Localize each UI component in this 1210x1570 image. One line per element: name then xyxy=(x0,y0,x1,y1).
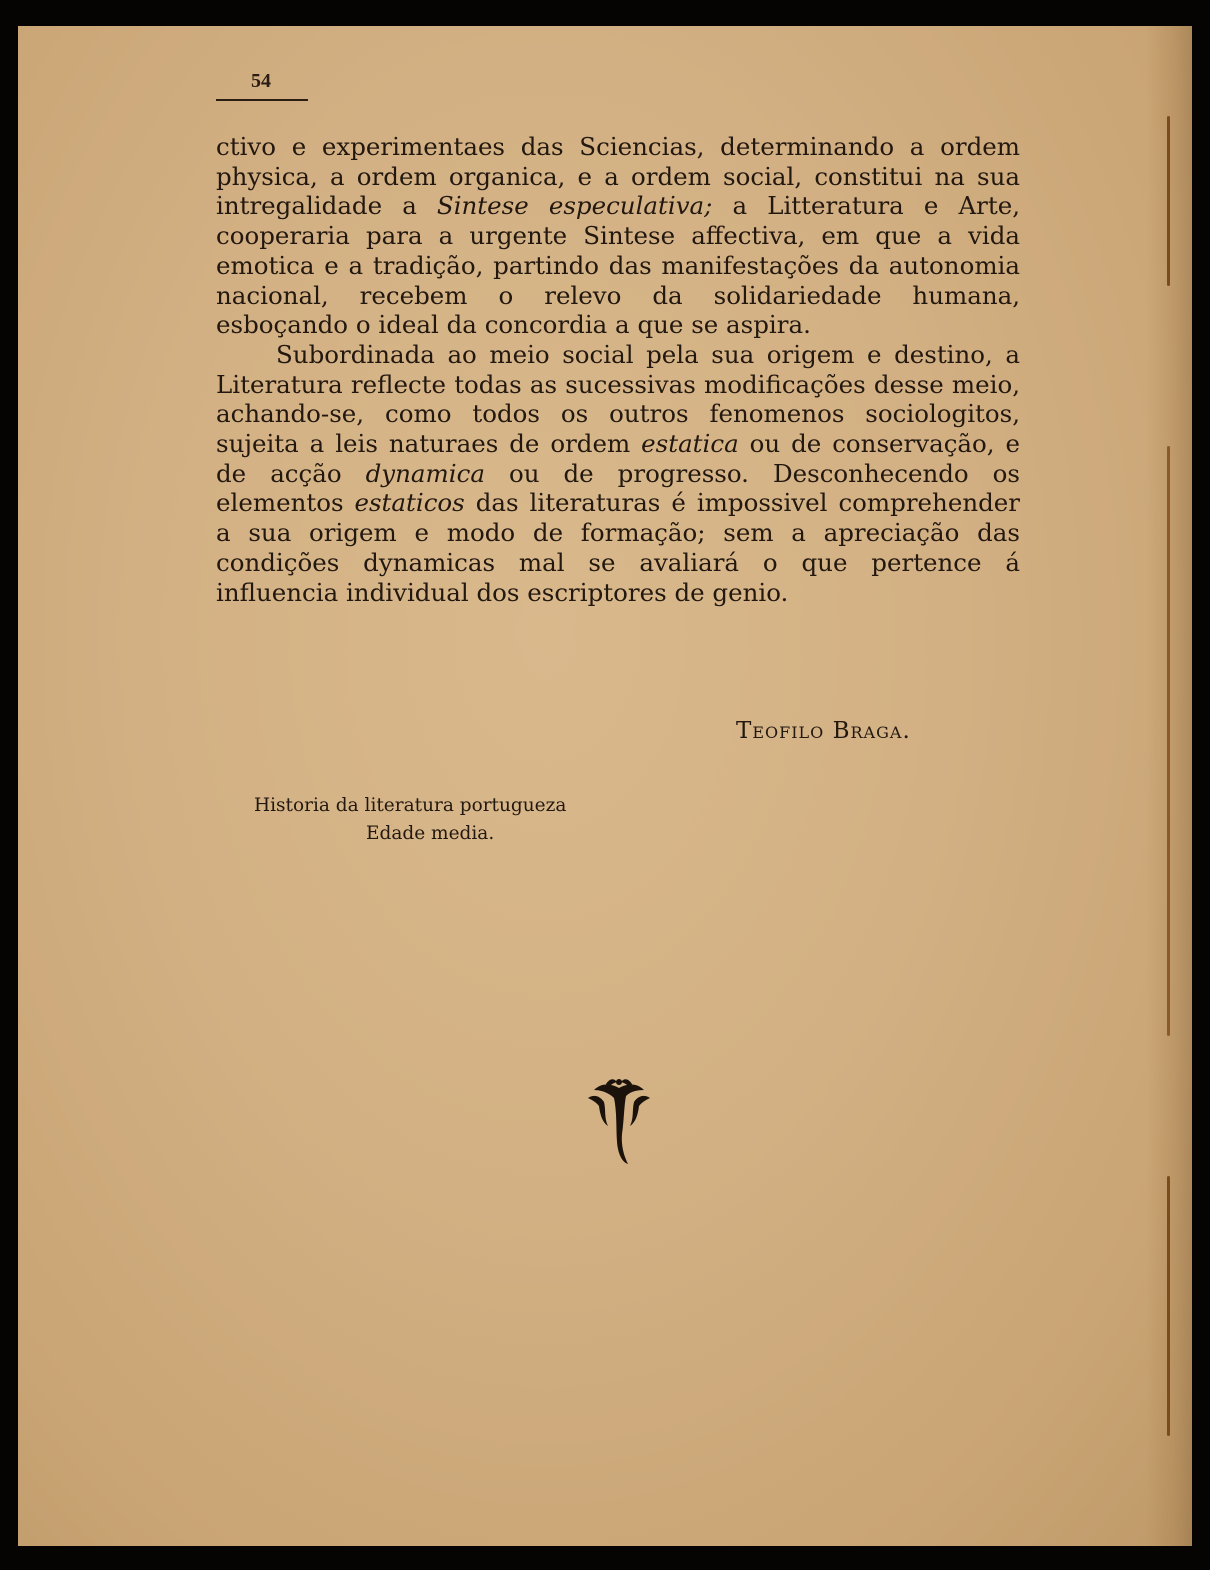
paragraph-2-text: ou de conservação, e de acção xyxy=(216,429,1020,488)
source-title: Historia da literatura portugueza xyxy=(254,795,567,816)
paragraph-2-italic: estatica xyxy=(641,429,739,459)
page-edge-mark xyxy=(1167,116,1170,286)
page-edge-mark xyxy=(1167,1176,1170,1436)
paragraph-1 xyxy=(216,132,1020,340)
paragraph-1-italic: Sintese especulativa; xyxy=(436,191,713,221)
body-text xyxy=(216,132,1020,607)
paragraph-2-italic: dynamica xyxy=(365,458,485,488)
page-number: 54 xyxy=(251,70,271,92)
paragraph-2-text: das literaturas é impossivel comprehender a sua origem e modo de formação; sem a apreciação das condições dynamicas mal se avaliará o que pertence á influencia individual dos escriptores de genio. xyxy=(216,488,1020,607)
paragraph-2-text: Subordinada ao meio social pela sua origem e destino, a Literatura reflecte todas as sucessivas modificações desse meio, achando-se, como todos os outros fenomenos sociologitos, sujeita a leis naturaes de ordem xyxy=(216,339,1020,459)
author-signature: Teofilo Braga. xyxy=(736,718,911,744)
paragraph-2-italic: estaticos xyxy=(354,488,465,518)
page-edge-mark xyxy=(1167,446,1170,1036)
paragraph-2 xyxy=(216,340,1020,607)
page-number-rule xyxy=(216,99,308,101)
source-subtitle: Edade media. xyxy=(366,823,495,844)
paragraph-1-text: ctivo e experimentaes das Sciencias, determinando a ordem physica, a ordem organica, e a ordem social, constitui na sua intregalidade a xyxy=(216,132,1020,221)
printers-ornament-icon xyxy=(584,1076,654,1172)
source-citation xyxy=(218,792,738,848)
paragraph-1-text: a Litteratura e Arte, cooperaria para a urgente Sintese affectiva, em que a vida emotica e a tradição, partindo das manifestações da autonomia nacional, recebem o relevo da solidariedade humana, esboçando o ideal da concordia a que se aspira. xyxy=(216,191,1020,340)
book-page xyxy=(18,26,1192,1546)
paragraph-2-text: ou de progresso. Desconhecendo os elementos xyxy=(216,458,1020,518)
